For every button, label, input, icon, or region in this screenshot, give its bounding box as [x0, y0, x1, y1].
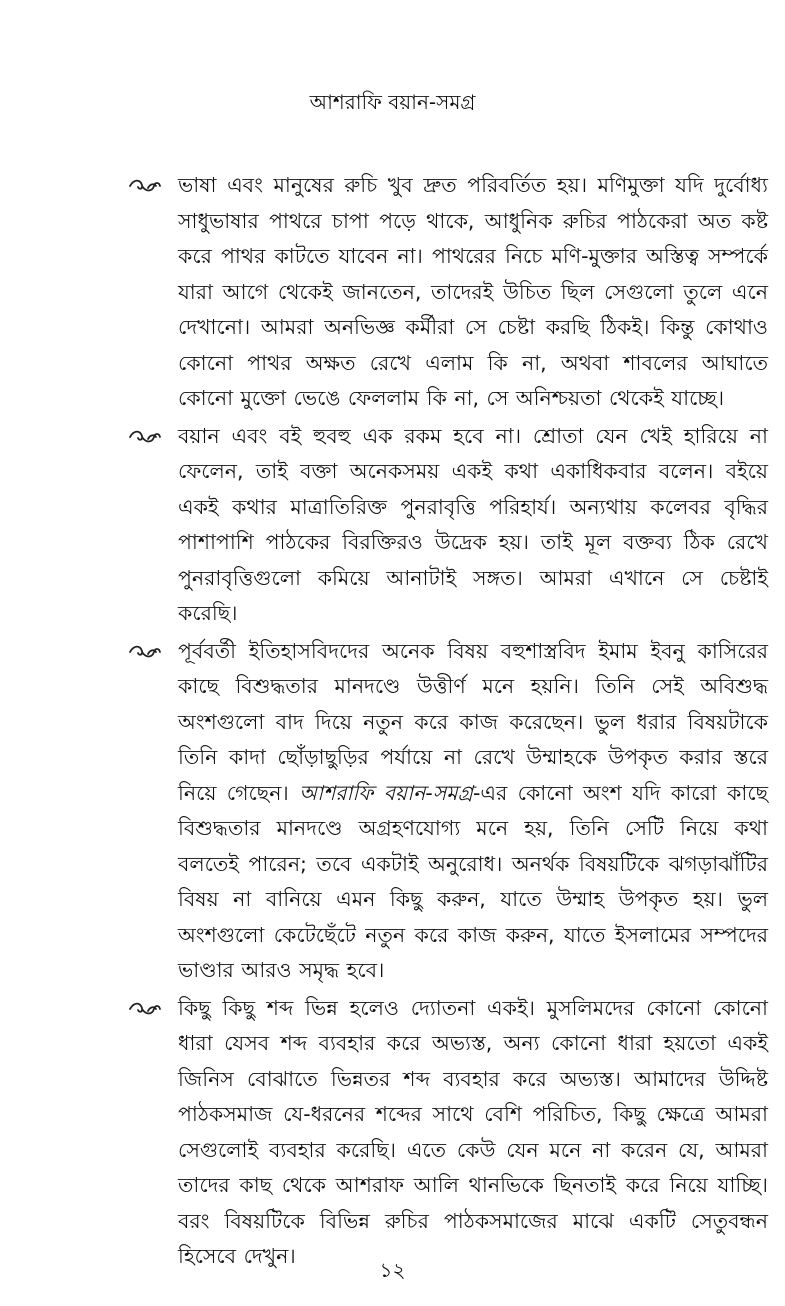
paragraph-1-text: ভাষা এবং মানুষের রুচি খুব দ্রুত পরিবর্তিত হয়। মণিমুক্তা যদি দুর্বোধ্য সাধুভাষার পাথরে চাপা পড়ে থাকে, আধুনিক রুচির পাঠকেরা অত কষ্ট করে পাথর কাটতে যাবেন না। পাথরের নিচে মণি-মুক্তার অস্তিত্ব সম্পর্কে যারা আগে থেকেই জানতেন, তাদেরই উচিত ছিল সেগুলো তুলে এনে দেখানো। আমরা অনভিজ্ঞ কর্মীরা সে চেষ্টা করছি ঠিকই। কিন্তু কোথাও কোনো পাথর অক্ষত রেখে এলাম কি না, অথবা শাবলের আঘাতে কোনো মুক্তো ভেঙে ফেললাম কি না, সে অনিশ্চয়তা থেকেই যাচ্ছে।: [178, 173, 768, 410]
paragraph-3-text-before: পূর্ববর্তী ইতিহাসবিদদের অনেক বিষয় বহুশাস্ত্রবিদ ইমাম ইবনু কাসিরের কাছে বিশুদ্ধতার মানদণ্ডে উত্তীর্ণ মনে হয়নি। তিনি সেই অবিশুদ্ধ অংশগুলো বাদ দিয়ে নতুন করে কাজ করেছেন। ভুল ধরার বিষয়টাকে তিনি কাদা ছোঁড়াছুড়ির পর্যায়ে না রেখে উম্মাহকে উপকৃত করার স্তরে নিয়ে গেছেন।: [178, 638, 768, 805]
page-number: ১২: [379, 1258, 406, 1282]
paragraph-3-text-after: -এর কোনো অংশ যদি কারো কাছে বিশুদ্ধতার মানদণ্ডে অগ্রহণযোগ্য মনে হয়, তিনি সেটি নিয়ে কথা বলতেই পারেন; তবে একটাই অনুরোধ। অনর্থক বিষয়টিকে ঝগড়াঝাঁটির বিষয় না বানিয়ে এমন কিছু করুন, যাতে উম্মাহ উপকৃত হয়। ভুল অংশগুলো কেটেছেঁটে নতুন করে কাজ করুন, যাতে ইসলামের সম্পদের ভাণ্ডার আরও সমৃদ্ধ হবে।: [178, 780, 768, 982]
ornament-swirl-icon: [128, 177, 162, 195]
ornament-swirl-icon: [128, 643, 162, 661]
paragraph-list: [128, 168, 768, 1277]
running-header-title: আশরাফি বয়ান-সমগ্র: [309, 90, 476, 114]
paragraph-4: [128, 991, 768, 1275]
ornament-swirl-icon: [128, 428, 162, 446]
ornament-swirl-icon: [128, 1000, 162, 1018]
paragraph-4-text: কিছু কিছু শব্দ ভিন্ন হলেও দ্যোতনা একই। মুসলিমদের কোনো কোনো ধারা যেসব শব্দ ব্যবহার করে অভ্যস্ত, অন্য কোনো ধারা হয়তো একই জিনিস বোঝাতে ভিন্নতর শব্দ ব্যবহার করে অভ্যস্ত। আমাদের উদ্দিষ্ট পাঠকসমাজ যে-ধরনের শব্দের সাথে বেশি পরিচিত, কিছু ক্ষেত্রে আমরা সেগুলোই ব্যবহার করেছি। এতে কেউ যেন মনে না করেন যে, আমরা তাদের কাছ থেকে আশরাফ আলি থানভিকে ছিনতাই করে নিয়ে যাচ্ছি। বরং বিষয়টিকে বিভিন্ন রুচির পাঠকসমাজের মাঝে একটি সেতুবন্ধন হিসেবে দেখুন।: [178, 995, 768, 1268]
paragraph-2: [128, 419, 768, 632]
paragraph-1: [128, 168, 768, 417]
paragraph-2-text: বয়ান এবং বই হুবহু এক রকম হবে না। শ্রোতা যেন খেই হারিয়ে না ফেলেন, তাই বক্তা অনেকসময় একই কথা একাধিকবার বলেন। বইয়ে একই কথার মাত্রাতিরিক্ত পুনরাবৃত্তি পরিহার্য। অন্যথায় কলেবর বৃদ্ধির পাশাপাশি পাঠকের বিরক্তিরও উদ্রেক হয়। তাই মূল বক্তব্য ঠিক রেখে পুনরাবৃত্তিগুলো কমিয়ে আনাটাই সঙ্গত। আমরা এখানে সে চেষ্টাই করেছি।: [178, 423, 768, 625]
paragraph-3: [128, 634, 768, 989]
book-title-italic: আশরাফি বয়ান-সমগ্র: [299, 780, 473, 805]
